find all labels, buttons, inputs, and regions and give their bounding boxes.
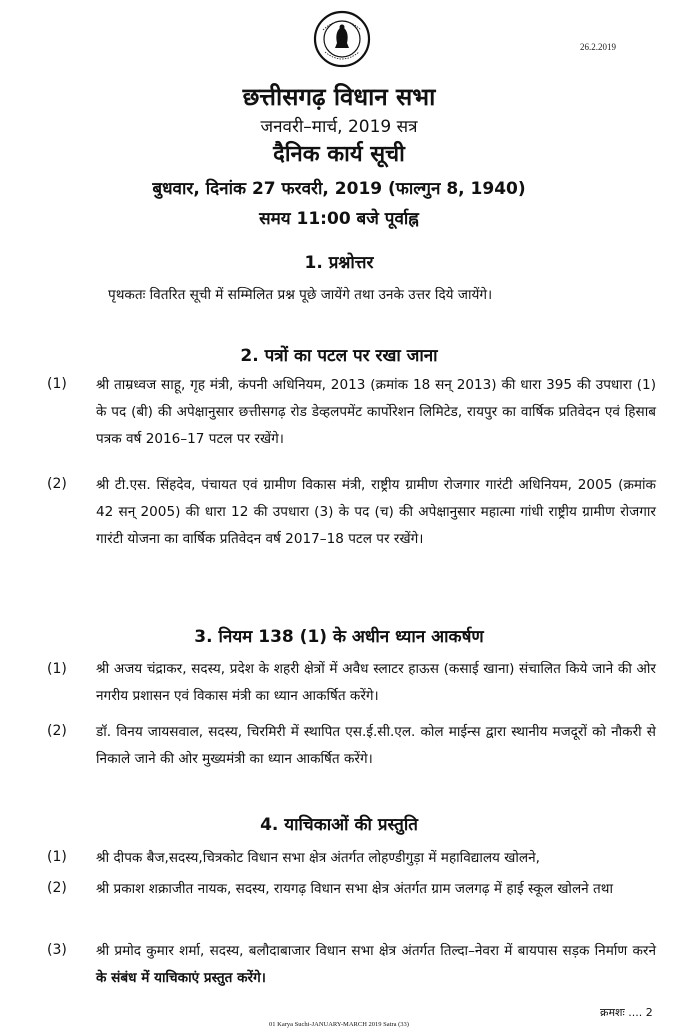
list-item xyxy=(96,938,656,992)
time-line: समय 11:00 बजे पूर्वाह्न xyxy=(259,209,419,229)
item-number: (1) xyxy=(47,849,67,865)
assembly-emblem xyxy=(313,10,371,68)
list-item: डॉ. विनय जायसवाल, सदस्य, चिरमिरी में स्थापित एस.ई.सी.एल. कोल माईन्स द्वारा स्थानीय मजदूरों को नौकरी से निकाले जाने की ओर मुख्यमंत्री का ध्यान आकर्षित करेंगे। xyxy=(96,724,656,767)
continued-marker: क्रमशः .... 2 xyxy=(600,1006,653,1019)
item-number: (1) xyxy=(47,376,67,392)
list-item: श्री टी.एस. सिंहदेव, पंचायत एवं ग्रामीण विकास मंत्री, राष्ट्रीय ग्रामीण रोजगार गारंटी अधिनियम, 2005 (क्रमांक 42 सन् 2005) की धारा 12 की उपधारा (3) के पद (च) की अपेक्षानुसार महात्मा गांधी राष्ट्रीय ग्रामीण रोजगार गारंटी योजना का वार्षिक प्रतिवेदन वर्ष 2017–18 पटल पर रखेंगे। xyxy=(96,477,656,547)
list-item: श्री ताम्रध्वज साहू, गृह मंत्री, कंपनी अधिनियम, 2013 (क्रमांक 18 सन् 2013) की धारा 395 की उपधारा (1) के पद (बी) की अपेक्षानुसार छत्तीसगढ़ रोड डेव्हलपमेंट कार्पोरेशन लिमिटेड, रायपुर का वार्षिक प्रतिवेदन एवं हिसाब पत्रक वर्ष 2016–17 पटल पर रखेंगे। xyxy=(96,377,656,447)
item-number: (2) xyxy=(47,723,67,739)
item-number: (3) xyxy=(47,942,67,958)
section-heading-attention: 3. नियम 138 (1) के अधीन ध्यान आकर्षण xyxy=(194,627,484,647)
list-item-text: श्री प्रमोद कुमार शर्मा, सदस्य, बलौदाबाजार विधान सभा क्षेत्र अंतर्गत तिल्दा–नेवरा में बायपास सड़क निर्माण करने xyxy=(96,943,656,959)
list-item: श्री प्रकाश शक्राजीत नायक, सदस्य, रायगढ़ विधान सभा क्षेत्र अंतर्गत ग्राम जलगढ़ में हाई स्कूल खोलने तथा xyxy=(96,881,613,897)
list-item: श्री दीपक बैज,सदस्य,चित्रकोट विधान सभा क्षेत्र अंतर्गत लोहण्डीगुड़ा में महाविद्यालय खोलने, xyxy=(96,850,540,866)
section-intro: पृथकतः वितरित सूची में सम्मिलित प्रश्न पूछे जायेंगे तथा उनके उत्तर दिये जायेंगे। xyxy=(108,287,493,303)
date-line: बुधवार, दिनांक 27 फरवरी, 2019 (फाल्गुन 8, 1940) xyxy=(152,179,526,199)
agenda-title: दैनिक कार्य सूची xyxy=(273,142,405,167)
list-item-bold-text: के संबंध में याचिकाएं प्रस्तुत करेंगे। xyxy=(96,970,266,986)
item-number: (2) xyxy=(47,476,67,492)
session-line: जनवरी–मार्च, 2019 सत्र xyxy=(260,117,418,137)
section-heading-questions: 1. प्रश्नोत्तर xyxy=(304,253,374,273)
item-number: (2) xyxy=(47,880,67,896)
section-heading-petitions: 4. याचिकाओं की प्रस्तुति xyxy=(260,815,418,835)
footer-source: 01 Karya Suchi-JANUARY-MARCH 2019 Satra (33) xyxy=(269,1021,409,1028)
list-item: श्री अजय चंद्राकर, सदस्य, प्रदेश के शहरी क्षेत्रों में अवैध स्लाटर हाऊस (कसाई खाना) संचालित किये जाने की ओर नगरीय प्रशासन एवं विकास मंत्री का ध्यान आकर्षित करेंगे। xyxy=(96,661,656,704)
page-title: छत्तीसगढ़ विधान सभा xyxy=(242,83,436,111)
section-heading-papers: 2. पत्रों का पटल पर रखा जाना xyxy=(240,346,438,366)
item-number: (1) xyxy=(47,661,67,677)
date-stamp: 26.2.2019 xyxy=(580,42,616,52)
